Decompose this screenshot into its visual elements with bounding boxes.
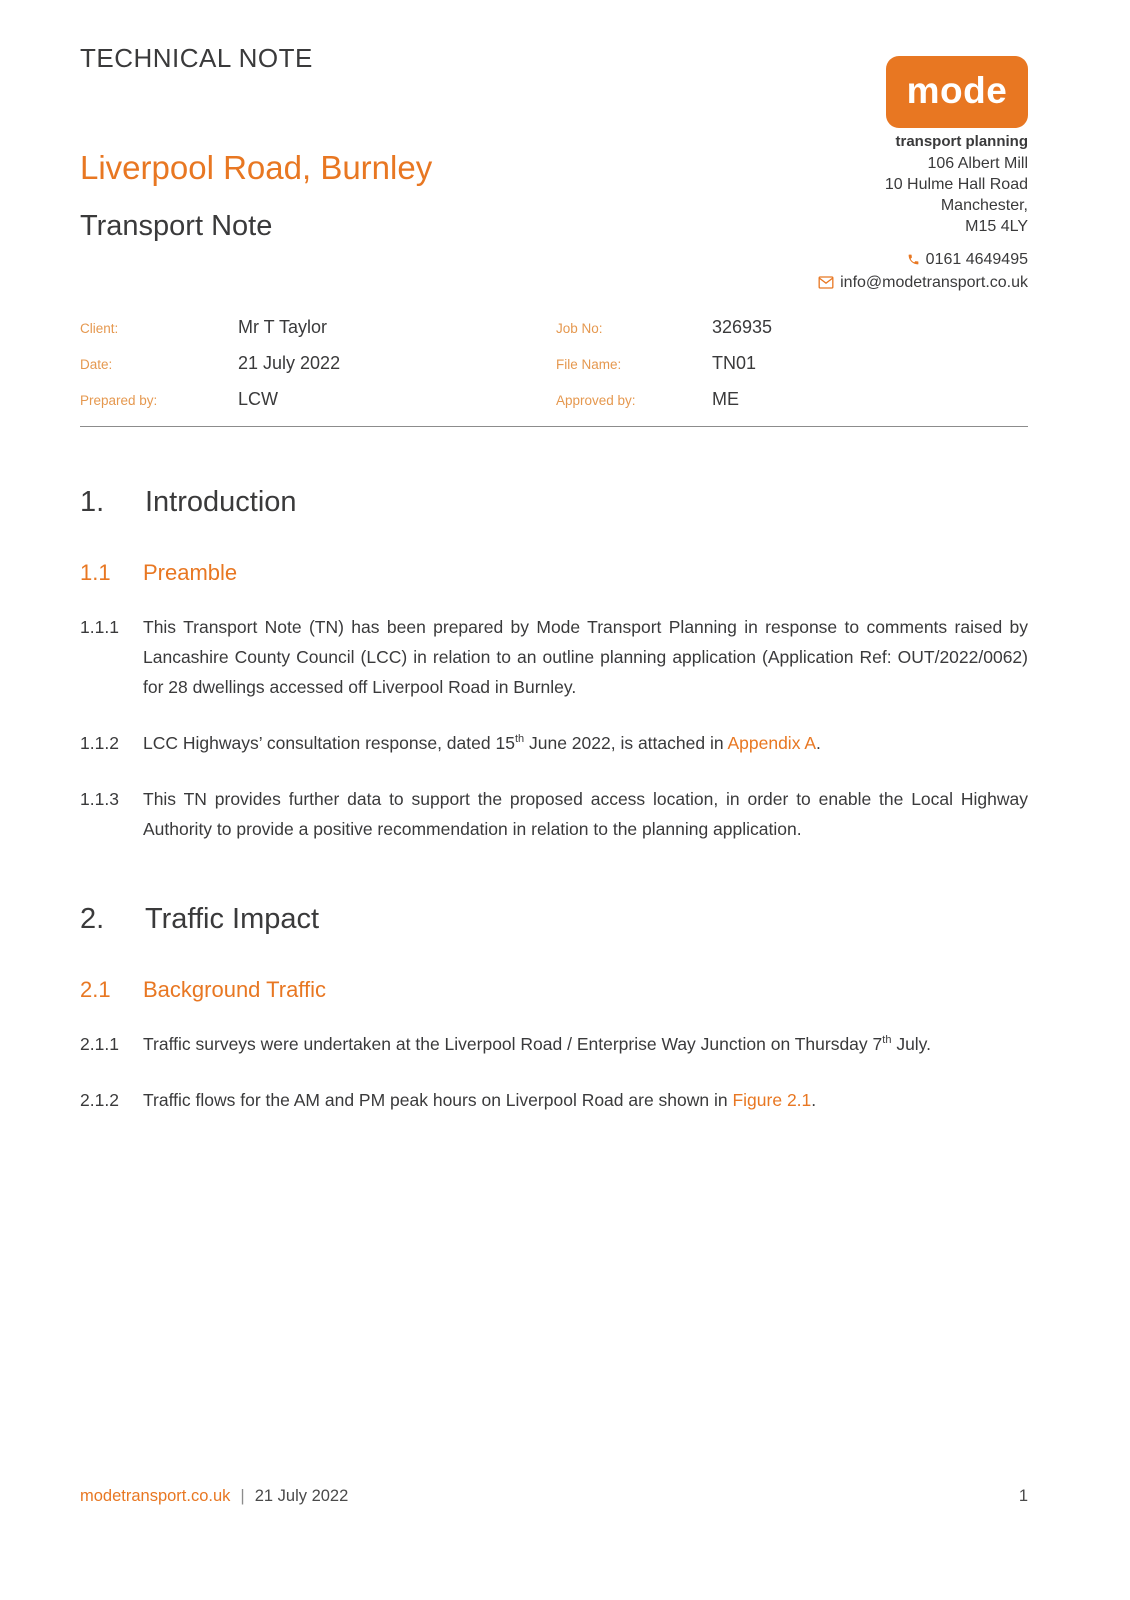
- meta-label-approved-by: Approved by:: [556, 393, 636, 408]
- subsection-title: Preamble: [143, 559, 238, 585]
- subsection-1-1-heading: [80, 560, 1028, 586]
- section-title: Traffic Impact: [145, 903, 320, 936]
- page-number: 1: [1018, 1487, 1028, 1505]
- paragraph-2-1-2: [80, 1085, 1028, 1115]
- text-fragment: July.: [891, 1034, 931, 1055]
- text-fragment: .: [811, 1090, 817, 1111]
- meta-label-date: Date:: [80, 357, 113, 372]
- text-fragment: June 2022, is attached in: [524, 733, 728, 754]
- paragraph-number: 2.1.1: [80, 1034, 119, 1055]
- section-2-heading: [80, 902, 1028, 937]
- email-line: [818, 271, 1028, 294]
- meta-table: [80, 310, 1028, 418]
- doc-type-heading: TECHNICAL NOTE: [80, 43, 313, 73]
- meta-label-job-no: Job No:: [556, 321, 603, 336]
- text-fragment: This Transport Note (TN) has been prepared by Mode Transport Planning in response to comments raised by Lancashire County Council (LCC) in relation to an outline planning application (Application Ref: OUT/2022/0062) for 28 dwellings accessed off Liverpool Road in Burnley.: [143, 617, 1028, 698]
- phone-line: [818, 248, 1028, 271]
- meta-row: [80, 346, 1028, 382]
- page-subtitle: Transport Note: [80, 210, 273, 243]
- phone-number: 0161 4649495: [925, 251, 1028, 268]
- meta-divider: [80, 426, 1028, 427]
- address-line: 10 Hulme Hall Road: [884, 176, 1028, 193]
- meta-label-client: Client:: [80, 321, 119, 336]
- subsection-number: 1.1: [80, 559, 111, 585]
- paragraph-1-1-1: [80, 612, 1028, 702]
- footer-separator: |: [240, 1487, 245, 1505]
- email-icon: [818, 276, 834, 289]
- mode-logo-text: mode: [906, 69, 1008, 111]
- section-number: 2.: [80, 903, 105, 936]
- meta-value-prepared-by: LCW: [238, 389, 278, 409]
- paragraph-number: 1.1.2: [80, 733, 119, 754]
- section-title: Introduction: [145, 486, 297, 518]
- footer: [80, 1487, 1028, 1506]
- appendix-a-link[interactable]: Appendix A: [727, 733, 817, 754]
- footer-date: 21 July 2022: [254, 1487, 349, 1505]
- paragraph-number: 2.1.2: [80, 1090, 119, 1111]
- ordinal-suffix: th: [882, 1034, 892, 1047]
- figure-2-1-link[interactable]: Figure 2.1: [732, 1090, 812, 1111]
- paragraph-text: [143, 784, 1028, 844]
- paragraph-text: [143, 612, 1028, 702]
- mode-logo: [886, 56, 1028, 128]
- paragraph-number: 1.1.3: [80, 789, 119, 810]
- meta-value-client: Mr T Taylor: [238, 317, 328, 337]
- subsection-number: 2.1: [80, 976, 111, 1002]
- meta-value-file-name: TN01: [712, 353, 757, 373]
- meta-row: [80, 382, 1028, 418]
- meta-value-job-no: 326935: [712, 317, 773, 337]
- text-fragment: Traffic flows for the AM and PM peak hours on Liverpool Road are shown in: [143, 1090, 733, 1111]
- paragraph-2-1-1: [80, 1029, 1028, 1059]
- text-fragment: .: [816, 733, 821, 754]
- meta-value-approved-by: ME: [712, 389, 739, 409]
- subsection-2-1-heading: [80, 977, 1028, 1003]
- text-fragment: This TN provides further data to support the proposed access location, in order to enable the Local Highway Authority to provide a positive recommendation in relation to the planning application.: [143, 789, 1028, 840]
- ordinal-suffix: th: [514, 733, 525, 746]
- header: [80, 44, 1028, 294]
- meta-value-date: 21 July 2022: [238, 353, 341, 373]
- footer-left: [80, 1487, 348, 1506]
- paragraph-1-1-3: [80, 784, 1028, 844]
- meta-row: [80, 310, 1028, 346]
- logo-tagline: transport planning: [895, 133, 1028, 150]
- meta-label-file-name: File Name:: [556, 357, 622, 372]
- address-line: M15 4LY: [965, 218, 1028, 235]
- header-left: [80, 44, 778, 244]
- address-line: 106 Albert Mill: [927, 155, 1028, 172]
- address-line: Manchester,: [940, 197, 1028, 214]
- page-title: Liverpool Road, Burnley: [80, 148, 433, 186]
- paragraph-number: 1.1.1: [80, 617, 119, 638]
- paragraph-text: [143, 1085, 1028, 1115]
- phone-icon: [907, 253, 920, 266]
- header-right: [778, 44, 1028, 294]
- text-fragment: Traffic surveys were undertaken at the Liverpool Road / Enterprise Way Junction on Thursday 7: [143, 1034, 883, 1055]
- subsection-title: Background Traffic: [143, 976, 327, 1002]
- section-number: 1.: [80, 486, 105, 518]
- section-1-heading: [80, 485, 1028, 520]
- paragraph-text: [143, 1029, 1028, 1059]
- meta-label-prepared-by: Prepared by:: [80, 393, 158, 408]
- contact-block: [818, 248, 1028, 294]
- address-block: [885, 153, 1028, 237]
- paragraph-text: [143, 728, 1028, 758]
- text-fragment: LCC Highways’ consultation response, dated 15: [143, 733, 515, 754]
- paragraph-1-1-2: [80, 728, 1028, 758]
- footer-website[interactable]: modetransport.co.uk: [80, 1487, 231, 1505]
- email-address[interactable]: info@modetransport.co.uk: [840, 274, 1028, 291]
